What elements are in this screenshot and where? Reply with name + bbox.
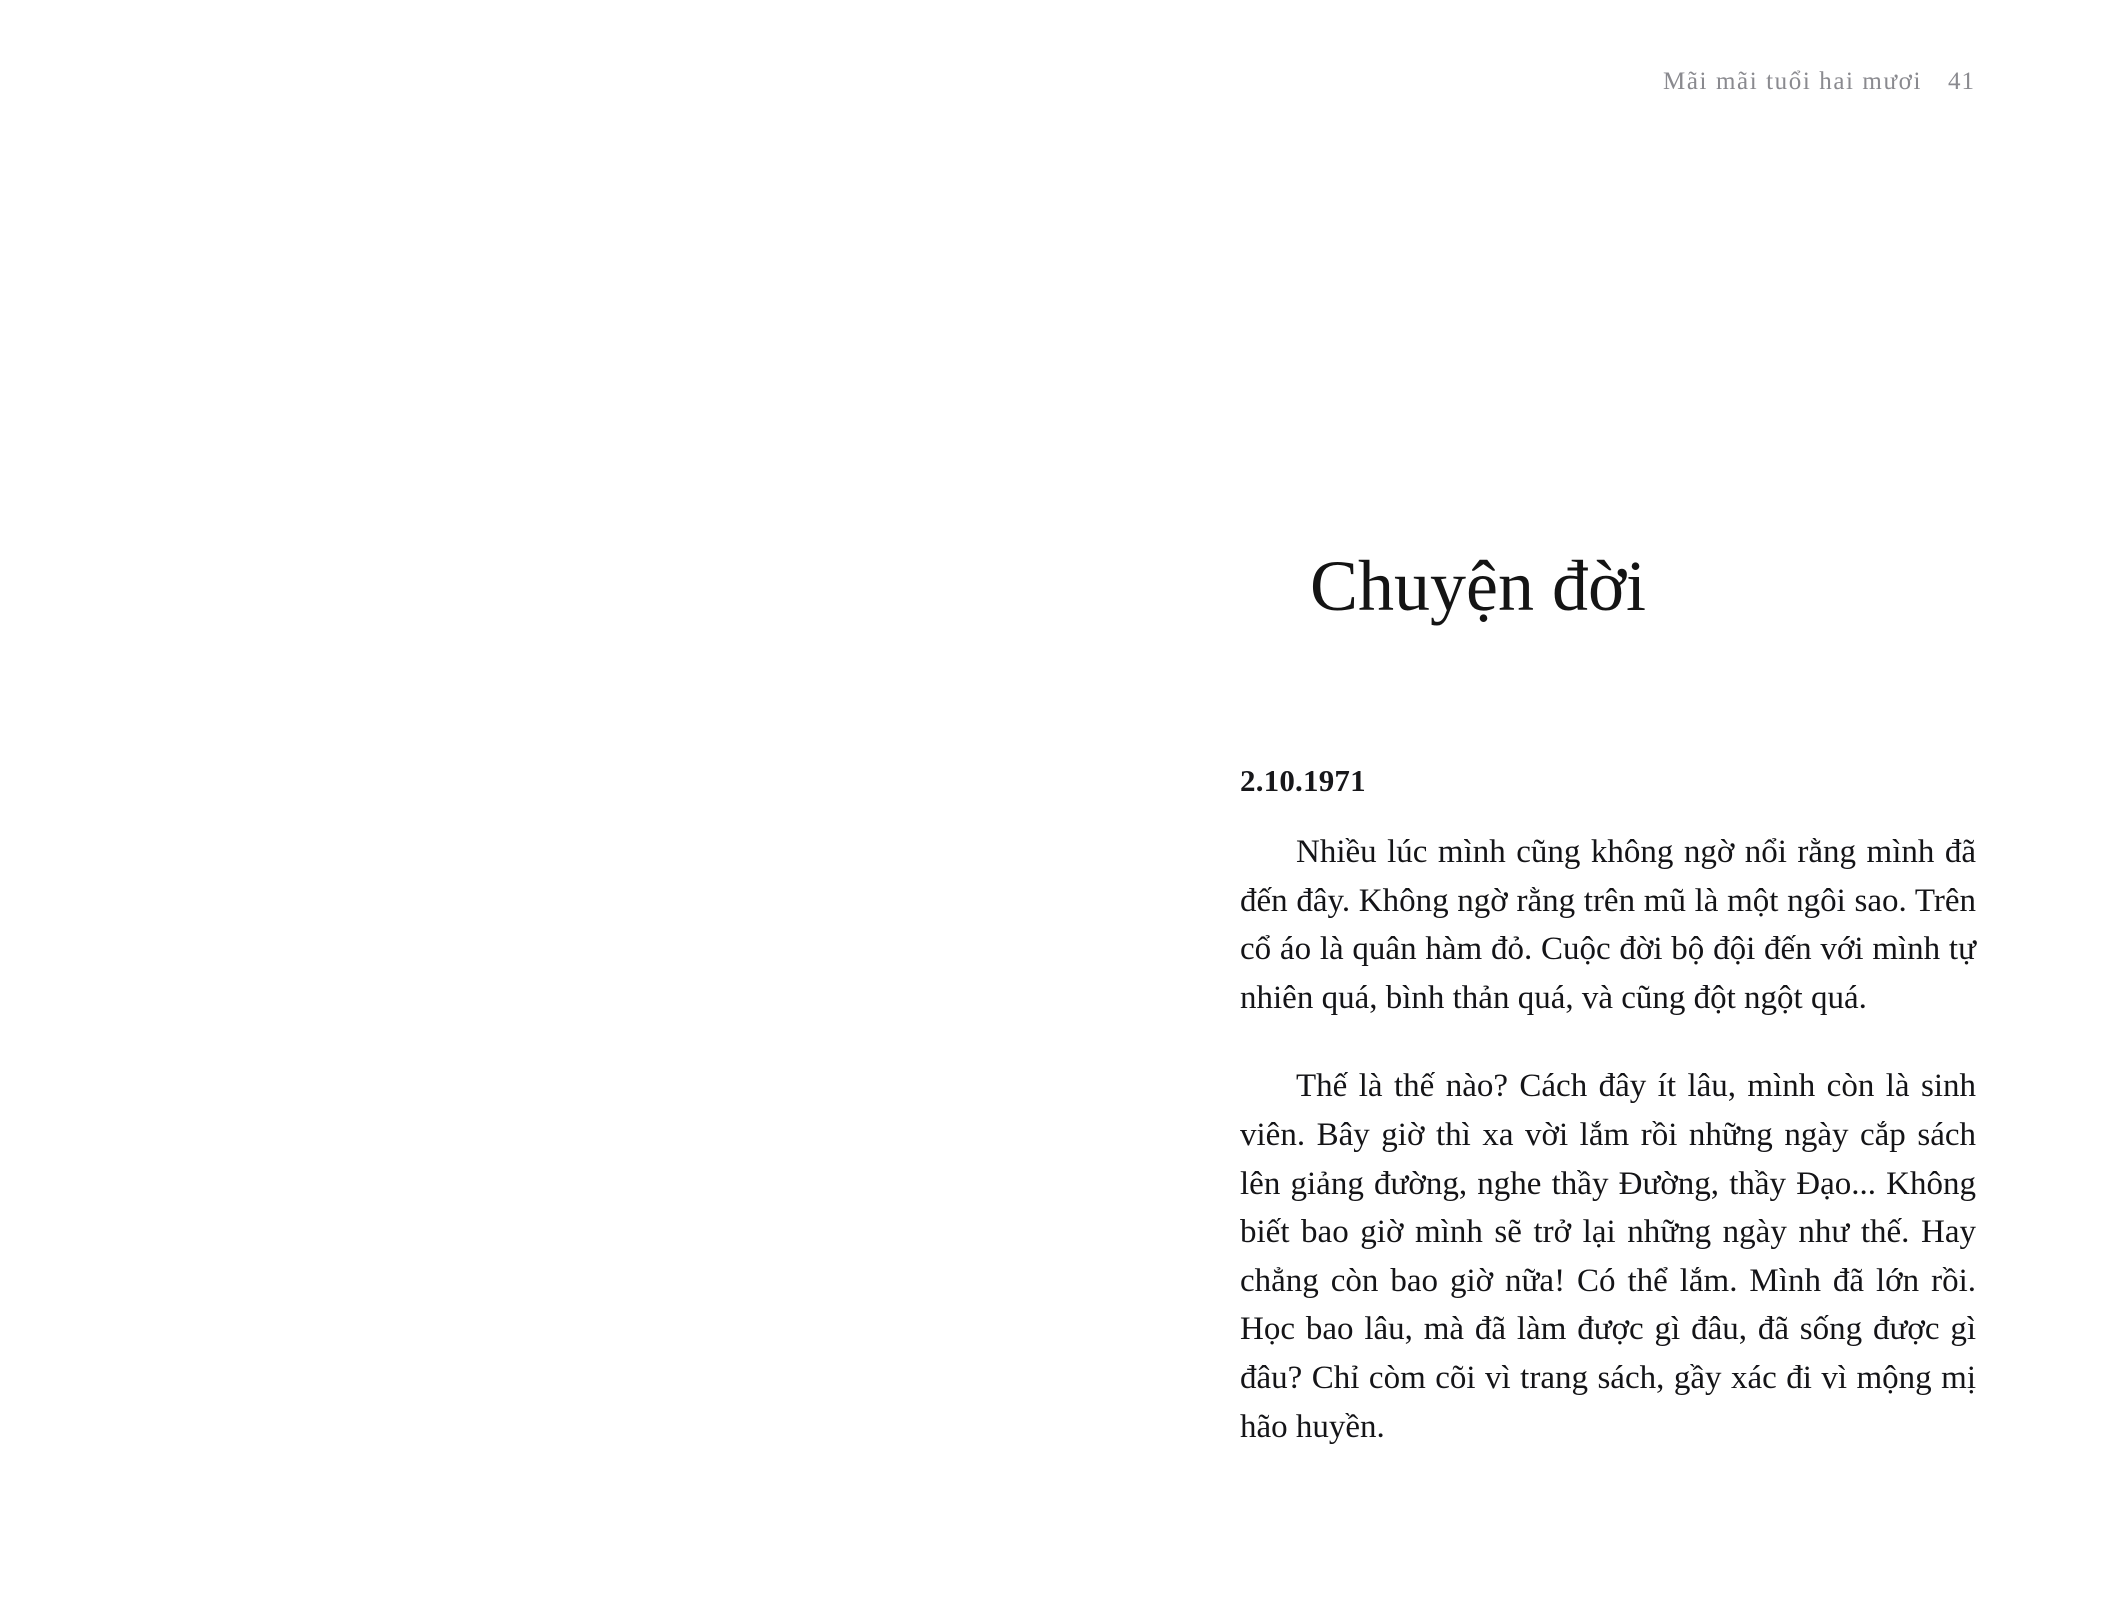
body-paragraph: Nhiều lúc mình cũng không ngờ nổi rằng mình đã đến đây. Không ngờ rằng trên mũ là một ngôi sao. Trên cổ áo là quân hàm đỏ. Cuộc đời bộ đội đến với mình tự nhiên quá, bình thản quá, và cũng đột ngột quá. xyxy=(1240,834,1976,1016)
running-header xyxy=(0,68,1975,96)
chapter-title: Chuyện đời xyxy=(1310,546,1647,626)
page-number: 41 xyxy=(1948,68,1975,95)
entry-body xyxy=(1240,828,1976,1451)
running-header-book-title: Mãi mãi tuổi hai mươi xyxy=(1663,68,1922,95)
entry-date: 2.10.1971 xyxy=(1240,763,1366,798)
body-paragraph: Thế là thế nào? Cách đây ít lâu, mình còn là sinh viên. Bây giờ thì xa vời lắm rồi những ngày cắp sách lên giảng đường, nghe thầy Đường, thầy Đạo... Không biết bao giờ mình sẽ trở lại những ngày như thế. Hay chẳng còn bao giờ nữa! Có thể lắm. Mình đã lớn rồi. Học bao lâu, mà đã làm được gì đâu, đã sống được gì đâu? Chỉ còm cõi vì trang sách, gầy xác đi vì mộng mị hão huyền. xyxy=(1240,1068,1976,1445)
